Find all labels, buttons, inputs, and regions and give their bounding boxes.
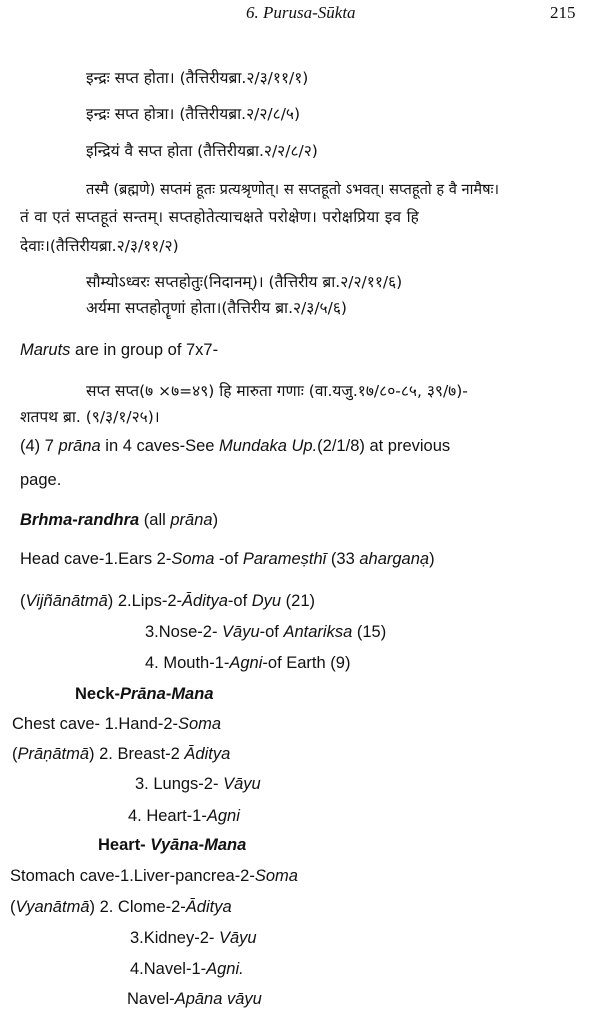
section-heading: Neck-Prāna-Mana xyxy=(75,685,214,703)
text-line: Stomach cave-1.Liver-pancrea-2-Soma xyxy=(10,867,298,885)
text-line: सप्त सप्त(७ ×७=४९) हि मारुता गणाः (वा.यजु.१७/८०-८५, ३९/७)- xyxy=(86,382,468,400)
text-line: 4. Mouth-1-Agni-of Earth (9) xyxy=(145,654,351,672)
term-maruts: Maruts xyxy=(20,341,71,359)
text-line: 3. Lungs-2- Vāyu xyxy=(135,775,261,793)
text-line: सौम्योऽध्वरः सप्तहोतुः(निदानम्)। (तैत्तिरीय ब्रा.२/२/११/६) xyxy=(86,273,403,291)
running-title: 6. Purusa-Sūkta xyxy=(246,3,356,22)
text-line: तं वा एतं सप्तहूतं सन्तम्। सप्तहोतेत्याचक्षते परोक्षेण। परोक्षप्रिया इव हि xyxy=(20,208,420,226)
text-line: Chest cave- 1.Hand-2-Soma xyxy=(12,715,222,733)
text-line: तस्मै (ब्रह्मणे) सप्तमं हूतः प्रत्यश्रृणोत्। स सप्तहूतो ऽभवत्। सप्तहूतो ह वै नामैषः। xyxy=(86,181,499,198)
text-line: देवाः।(तैत्तिरीयब्रा.२/३/११/२) xyxy=(20,237,179,255)
text-line: 4.Navel-1-Agni. xyxy=(130,960,244,978)
text-line: Maruts are in group of 7x7- xyxy=(20,341,219,359)
text-line: 4. Heart-1-Agni xyxy=(128,807,240,825)
text-line: इन्द्रः सप्त होत्रा। (तैत्तिरीयब्रा.२/२/८/५) xyxy=(86,105,301,123)
text-line: (Vijñānātmā) 2.Lips-2-Āditya-of Dyu (21) xyxy=(20,592,316,610)
text-line: इन्द्रः सप्त होता। (तैत्तिरीयब्रा.२/३/११/१) xyxy=(86,69,309,87)
section-heading: Heart- Vyāna-Mana xyxy=(98,836,247,854)
text-line: Navel-Apāna vāyu xyxy=(127,990,262,1008)
text-line: (Prāṇātmā) 2. Breast-2 Āditya xyxy=(12,745,231,763)
text-line: page. xyxy=(20,471,62,489)
text-line: Head cave-1.Ears 2-Soma -of Parameṣthī (33 aharganạ) xyxy=(20,550,435,568)
text-line: 3.Nose-2- Vāyu-of Antariksa (15) xyxy=(145,623,387,641)
text-line: (Vyanātmā) 2. Clome-2-Āditya xyxy=(10,898,232,916)
section-heading: Brhma-randhra (all prāna) xyxy=(20,511,219,529)
text-line: 3.Kidney-2- Vāyu xyxy=(130,929,257,947)
text-line: (4) 7 prāna in 4 caves-See Mundaka Up.(2/1/8) at previous xyxy=(20,437,451,455)
text-line: इन्द्रियं वै सप्त होता (तैत्तिरीयब्रा.२/२/८/२) xyxy=(86,142,318,160)
page-number: 215 xyxy=(550,3,576,22)
text-line: अर्यमा सप्तहोतॄणां होता।(तैत्तिरीय ब्रा.२/३/५/६) xyxy=(86,299,347,317)
text-line: शतपथ ब्रा. (९/३/१/२५)। xyxy=(20,408,160,426)
